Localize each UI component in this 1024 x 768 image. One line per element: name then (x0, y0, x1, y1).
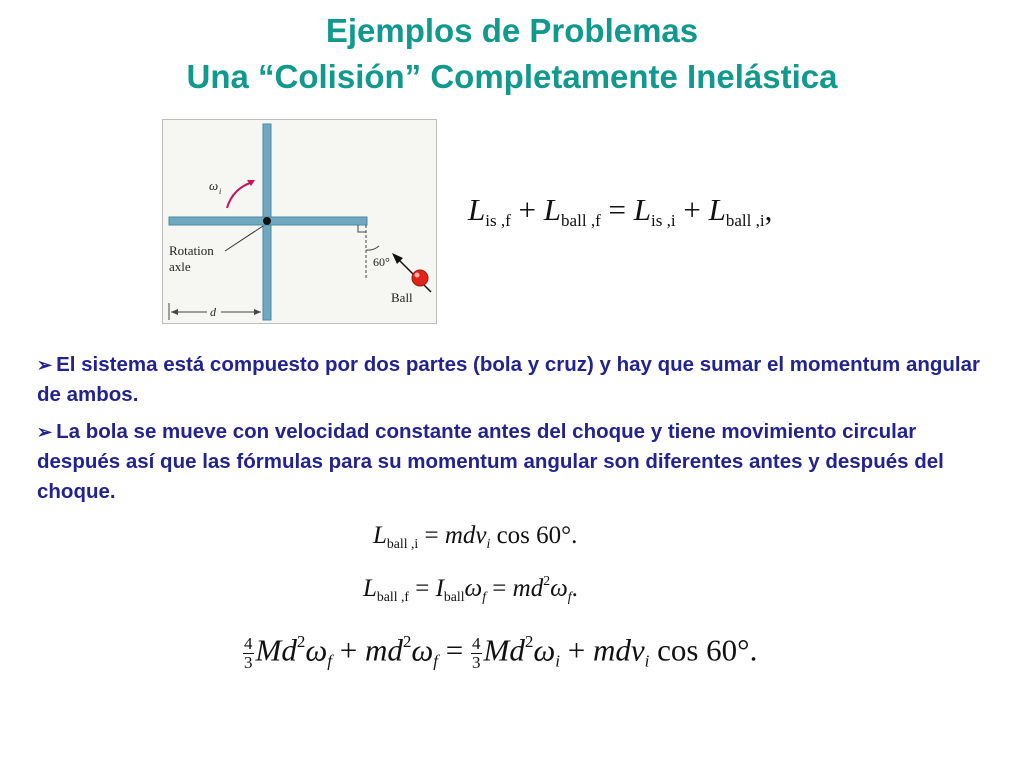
eq1-plus2: + (683, 192, 701, 227)
eq4-omega3-sub: i (555, 651, 560, 671)
eq2-mdv-sub: i (486, 535, 491, 551)
d-arrow-left-icon (171, 309, 178, 315)
equation-collision-balance (243, 632, 757, 672)
eq4-omega1: ω (305, 632, 328, 668)
eq3-omega-sub: f (482, 588, 487, 604)
rotation-label: Rotation (169, 243, 214, 258)
eq3-equals2: = (492, 575, 507, 602)
right-angle-marker (358, 225, 366, 232)
equation-final-ball-momentum (363, 573, 578, 605)
eq1-L3: L (633, 192, 651, 227)
d-label: d (210, 305, 216, 319)
eq2-equals: = (424, 522, 439, 549)
bullet-arrow-icon: ➢ (37, 422, 53, 442)
rotation-arc-icon (227, 182, 253, 208)
axle-dot (263, 217, 271, 225)
eq1-trail: , (764, 192, 773, 227)
axle-leader-line (225, 226, 263, 251)
eq1-L2: L (543, 192, 562, 227)
slide-subtitle: Una “Colisión” Completamente Inelástica (186, 58, 838, 95)
eq2-L-sub: ball ,i (386, 535, 419, 551)
cross-ball-figure (162, 119, 437, 324)
bullet-item-1 (37, 350, 997, 410)
eq4-sup2: 2 (402, 632, 412, 651)
axle-label: axle (169, 259, 191, 274)
bullet-text-2: La bola se mueve con velocidad constante antes del choque y tiene movimiento circular después así que las fórmulas para su momentum angular son diferentes antes y después del choque. (37, 420, 944, 503)
eq3-md: md (512, 575, 544, 602)
d-arrow-right-icon (254, 309, 261, 315)
eq4-mdv: mdv (592, 632, 645, 668)
eq1-plus1: + (518, 192, 537, 227)
eq4-frac2-num: 4 (471, 634, 481, 654)
eq4-fraction1 (243, 635, 254, 672)
eq4-omega2-sub: f (433, 651, 438, 671)
eq1-L4-sub: ball ,i (725, 210, 765, 230)
eq4-fraction2 (471, 635, 482, 672)
eq1-L2-sub: ball ,f (561, 210, 601, 230)
eq4-Md2: Md (483, 632, 525, 668)
eq4-frac1-den: 3 (244, 653, 253, 673)
eq4-equals: = (445, 632, 464, 668)
eq1-L1-sub: is ,f (485, 210, 511, 230)
angle-label: 60° (373, 255, 390, 269)
ball-highlight (415, 273, 420, 278)
eq1-equals: = (608, 192, 626, 227)
figure-drawing (163, 120, 436, 323)
bullet-arrow-icon: ➢ (37, 355, 53, 375)
eq4-plus2: + (567, 632, 586, 668)
eq3-omega2: ω (550, 575, 568, 602)
eq3-sup: 2 (543, 573, 551, 588)
ball-label: Ball (391, 290, 413, 305)
eq3-L-sub: ball ,f (376, 588, 409, 604)
bullet-item-2 (37, 417, 997, 507)
ball (412, 270, 428, 286)
eq3-I: I (435, 575, 444, 602)
eq3-equals1: = (415, 575, 430, 602)
eq4-plus1: + (339, 632, 358, 668)
eq4-sup3: 2 (524, 632, 534, 651)
eq4-omega2: ω (411, 632, 434, 668)
eq4-cos: cos 60°. (649, 632, 758, 668)
eq3-I-sub: ball (443, 588, 465, 604)
eq4-md: md (364, 632, 403, 668)
eq4-mdv-sub: i (644, 651, 650, 671)
eq4-frac1-num: 4 (244, 634, 253, 654)
angle-arc (366, 246, 379, 250)
eq2-mdv: mdv (444, 522, 487, 549)
bullet-list (37, 350, 997, 514)
eq3-L: L (363, 575, 377, 602)
eq4-omega3: ω (533, 632, 556, 668)
eq1-L3-sub: is ,i (651, 210, 676, 230)
bullet-text-1: El sistema está compuesto por dos partes (bola y cruz) y hay que sumar el momentum angular de ambos. (37, 353, 980, 406)
eq4-omega1-sub: f (327, 651, 332, 671)
eq2-L: L (373, 522, 387, 549)
omega-sub: i (219, 187, 222, 196)
eq3-omega2-sub: f (567, 588, 572, 604)
equation-angular-momentum-conservation (468, 192, 772, 231)
eq3-omega: ω (464, 575, 483, 602)
equation-initial-ball-momentum (373, 522, 577, 552)
omega-label: ω (209, 178, 219, 193)
slide-title: Ejemplos de Problemas (325, 12, 699, 49)
eq4-Md: Md (255, 632, 297, 668)
eq4-frac2-den: 3 (471, 653, 481, 673)
eq1-L1: L (468, 192, 486, 227)
eq2-cos: cos 60°. (490, 522, 578, 549)
eq1-L4: L (708, 192, 726, 227)
eq3-trail: . (571, 575, 578, 602)
eq4-sup1: 2 (296, 632, 306, 651)
